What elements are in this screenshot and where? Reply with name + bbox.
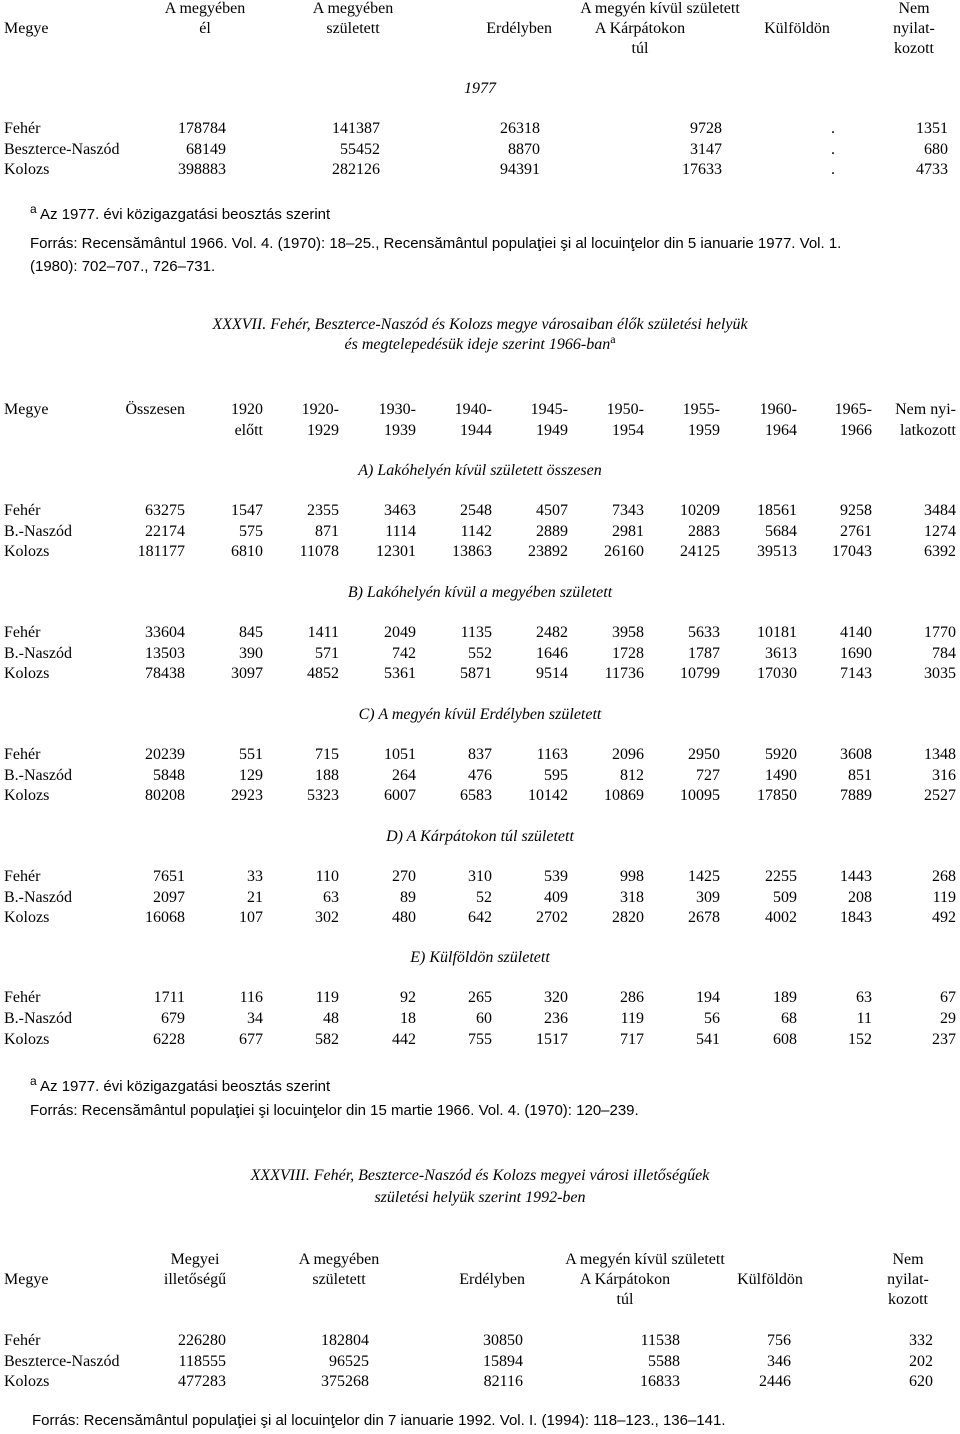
table-cell: 10869	[604, 787, 644, 804]
col-header-period: Nem nyi-	[895, 401, 956, 418]
table-cell: 2678	[688, 909, 720, 926]
table-cell: 2355	[307, 502, 339, 519]
section-title: A) Lakóhelyén kívül született összesen	[358, 462, 602, 479]
table-cell: 10181	[757, 624, 797, 641]
table-cell: 48	[323, 1010, 339, 1027]
table-cell: 2255	[765, 868, 797, 885]
col-header-period: 1945-	[530, 401, 568, 418]
table-cell: 2527	[924, 787, 956, 804]
table-cell: 3147	[690, 141, 722, 158]
table-cell: 756	[767, 1332, 791, 1349]
table-cell: 94391	[500, 161, 540, 178]
table-cell: 16068	[145, 909, 185, 926]
col-header-period: 1955-	[682, 401, 720, 418]
table-cell: 107	[239, 909, 263, 926]
table-cell: 9258	[840, 502, 872, 519]
table-cell: 7143	[840, 665, 872, 682]
footnote: $^a$ Az 1977. évi közigazgatási beosztás szerint	[30, 202, 331, 223]
table-cell: 18561	[757, 502, 797, 519]
section-title: B) Lakóhelyén kívül a megyében született	[347, 584, 613, 601]
col-header-karpatokon-tul: A Kárpátokon	[579, 1271, 671, 1288]
table-cell: 118555	[178, 1353, 226, 1370]
table-cell: 2049	[384, 624, 416, 641]
table-cell: 236	[544, 1010, 568, 1027]
table-cell: 4002	[765, 909, 797, 926]
table-cell: 82116	[483, 1373, 523, 1390]
table-cell: 784	[932, 645, 956, 662]
table-cell: 20239	[145, 746, 185, 763]
table-cell: 10142	[528, 787, 568, 804]
table-cell: 2548	[460, 502, 492, 519]
table-cell: 60	[476, 1010, 492, 1027]
table-cell: 23892	[528, 543, 568, 560]
table-cell: 68	[781, 1010, 797, 1027]
table-cell: 409	[544, 889, 568, 906]
table-cell: 6392	[924, 543, 956, 560]
table-cell: 5361	[384, 665, 416, 682]
table-cell: 26318	[500, 120, 540, 137]
table-cell: 2883	[688, 523, 720, 540]
table-cell: 7651	[153, 868, 185, 885]
table-cell: 5633	[688, 624, 720, 641]
table-cell: 3035	[924, 665, 956, 682]
col-header-period: 1930-	[378, 401, 416, 418]
table-cell: 178784	[178, 120, 226, 137]
col-header-nem-nyilatkozott-2: nyilat-	[887, 1271, 929, 1288]
table-cell: 119	[315, 989, 339, 1006]
col-header-illetoseg-2: illetőségű	[163, 1271, 227, 1288]
table-cell: 1646	[536, 645, 568, 662]
table-cell: 181177	[137, 543, 185, 560]
table-cell: 2482	[536, 624, 568, 641]
table-title-line-1: XXXVIII. Fehér, Beszterce-Naszód és Kolozs megyei városi illetőségűek	[250, 1167, 710, 1184]
col-header-period-2: 1949	[536, 422, 568, 439]
col-header-kulfoldon: Külföldön	[737, 1271, 803, 1288]
table-cell: 1411	[307, 624, 339, 641]
table-cell: 1425	[688, 868, 720, 885]
table-cell: 1443	[840, 868, 872, 885]
row-label: Beszterce-Naszód	[4, 141, 120, 158]
table-cell: 492	[932, 909, 956, 926]
table-cell: 5848	[153, 767, 185, 784]
table-cell: 10799	[680, 665, 720, 682]
table-cell: 582	[315, 1031, 339, 1048]
table-cell: 110	[315, 868, 339, 885]
table-cell: 89	[400, 889, 416, 906]
table-cell: 189	[773, 989, 797, 1006]
table-cell: 477283	[178, 1373, 226, 1390]
table-cell: 264	[392, 767, 416, 784]
table-cell: 141387	[332, 120, 380, 137]
table-cell: 17850	[757, 787, 797, 804]
table-cell: 3463	[384, 502, 416, 519]
footnote-mark: a	[30, 202, 37, 216]
table-cell: 1711	[153, 989, 185, 1006]
table-cell: 4507	[536, 502, 568, 519]
col-header-nem-nyilatkozott: Nem	[898, 0, 930, 17]
row-label: B.-Naszód	[4, 645, 72, 662]
table-cell: 1690	[840, 645, 872, 662]
table-cell: 9514	[536, 665, 568, 682]
table-cell: 17043	[832, 543, 872, 560]
table-cell: 5920	[765, 746, 797, 763]
table-cell: 375268	[321, 1373, 369, 1390]
table-cell: 608	[773, 1031, 797, 1048]
table-cell: 56	[704, 1010, 720, 1027]
table-cell: 2446	[759, 1373, 791, 1390]
table-cell: 15894	[483, 1353, 523, 1370]
table-cell: 286	[620, 989, 644, 1006]
table-cell: 320	[544, 989, 568, 1006]
table-cell: 96525	[329, 1353, 369, 1370]
table-cell: 3613	[765, 645, 797, 662]
table-cell: 677	[239, 1031, 263, 1048]
table-cell: 551	[239, 746, 263, 763]
row-label: Kolozs	[4, 543, 50, 560]
row-label: B.-Naszód	[4, 767, 72, 784]
table-cell: 6810	[231, 543, 263, 560]
row-label: Kolozs	[4, 161, 50, 178]
table-cell: 202	[909, 1353, 933, 1370]
table-cell: 742	[392, 645, 416, 662]
source-line: Forrás: Recensământul populaţiei şi locuinţelor din 15 martie 1966. Vol. 4. (1970): 120–239.	[30, 1102, 639, 1119]
col-header-period-2: 1929	[307, 422, 339, 439]
table-cell: 476	[468, 767, 492, 784]
col-header-erdelyben: Erdélyben	[459, 1271, 525, 1288]
col-header-period-2: 1939	[384, 422, 416, 439]
table-cell: 318	[620, 889, 644, 906]
table-cell: 595	[544, 767, 568, 784]
table-cell: 226280	[178, 1332, 226, 1349]
table-cell: 22174	[145, 523, 185, 540]
row-label: Kolozs	[4, 1031, 50, 1048]
col-header-osszesen: Összesen	[125, 401, 185, 418]
col-header-nem-nyilatkozott-3: kozott	[888, 1291, 928, 1308]
table-cell: 282126	[332, 161, 380, 178]
table-cell: 152	[848, 1031, 872, 1048]
col-header-period: 1940-	[454, 401, 492, 418]
table-cell: 1142	[460, 523, 492, 540]
table-cell: 270	[392, 868, 416, 885]
table-cell: 552	[468, 645, 492, 662]
table-cell: 39513	[757, 543, 797, 560]
row-label: B.-Naszód	[4, 523, 72, 540]
table-cell: 998	[620, 868, 644, 885]
table-cell: .	[831, 141, 835, 158]
table-cell: 8870	[508, 141, 540, 158]
table-cell: 119	[932, 889, 956, 906]
table-cell: 52	[476, 889, 492, 906]
row-label: Kolozs	[4, 787, 50, 804]
table-cell: 717	[620, 1031, 644, 1048]
col-header-megye: Megye	[4, 20, 49, 37]
section-title: D) A Kárpátokon túl született	[386, 828, 574, 845]
table-cell: 346	[767, 1353, 791, 1370]
table-cell: 17633	[682, 161, 722, 178]
col-header-nem-nyilatkozott-3: kozott	[894, 40, 934, 57]
col-header-period-2: 1966	[840, 422, 872, 439]
table-cell: 2950	[688, 746, 720, 763]
title-footnote-mark: a	[610, 332, 616, 346]
col-header-period-2: 1954	[612, 422, 644, 439]
table-cell: 442	[392, 1031, 416, 1048]
table-cell: 63275	[145, 502, 185, 519]
table-cell: 1787	[688, 645, 720, 662]
table-cell: 390	[239, 645, 263, 662]
row-label: Kolozs	[4, 909, 50, 926]
section-title: C) A megyén kívül Erdélyben született	[358, 706, 602, 723]
table-cell: 33	[247, 868, 263, 885]
table-cell: 1517	[536, 1031, 568, 1048]
table-cell: 871	[315, 523, 339, 540]
table-cell: 7889	[840, 787, 872, 804]
col-header-megyeben-el-2: él	[199, 20, 211, 37]
row-label: Fehér	[4, 868, 41, 885]
source-line-1: Forrás: Recensământul 1966. Vol. 4. (1970): 18–25., Recensământul populaţiei şi al locuinţelor din 5 ianuarie 1977. Vol. 1.	[30, 235, 842, 252]
table-cell: 1728	[612, 645, 644, 662]
table-cell: 67	[940, 989, 956, 1006]
table-cell: 3097	[231, 665, 263, 682]
table-cell: 80208	[145, 787, 185, 804]
col-header-nem-nyilatkozott: Nem	[892, 1251, 924, 1268]
table-cell: 302	[315, 909, 339, 926]
table-cell: 845	[239, 624, 263, 641]
col-header-period: 1950-	[606, 401, 644, 418]
col-header-megyeben-el: A megyében	[164, 0, 246, 17]
col-header-period-2: 1944	[460, 422, 492, 439]
table-cell: 2096	[612, 746, 644, 763]
table-cell: 1490	[765, 767, 797, 784]
table-cell: 265	[468, 989, 492, 1006]
table-cell: 10209	[680, 502, 720, 519]
table-title-line-2: születési helyük szerint 1992-ben	[374, 1189, 586, 1206]
table-cell: 12301	[376, 543, 416, 560]
table-cell: 5684	[765, 523, 797, 540]
table-cell: 188	[315, 767, 339, 784]
table-cell: 16833	[640, 1373, 680, 1390]
col-header-period-2: 1964	[765, 422, 797, 439]
table-title-line-1: XXXVII. Fehér, Beszterce-Naszód és Kolozs megye városaiban élők születési helyük	[212, 316, 748, 333]
col-header-period-2: latkozott	[900, 422, 956, 439]
source-line-2: (1980): 702–707., 726–731.	[30, 258, 216, 275]
table-cell: 812	[620, 767, 644, 784]
table-cell: 2923	[231, 787, 263, 804]
source-line: Forrás: Recensământul populaţiei şi al locuinţelor din 7 ianuarie 1992. Vol. I. (1994): 118–123., 136–141.	[32, 1412, 726, 1429]
table-cell: 34	[247, 1010, 263, 1027]
col-header-period-2: előtt	[234, 422, 263, 439]
table-cell: .	[831, 120, 835, 137]
table-cell: 5323	[307, 787, 339, 804]
table-cell: 316	[932, 767, 956, 784]
table-cell: 3484	[924, 502, 956, 519]
table-cell: .	[831, 161, 835, 178]
table-cell: 1770	[924, 624, 956, 641]
table-cell: 7343	[612, 502, 644, 519]
table-cell: 63	[856, 989, 872, 1006]
table-cell: 10095	[680, 787, 720, 804]
col-header-megyeben-szuletett: A megyében	[312, 0, 394, 17]
table-cell: 11538	[640, 1332, 680, 1349]
table-cell: 539	[544, 868, 568, 885]
table-cell: 30850	[483, 1332, 523, 1349]
year-label: 1977	[464, 80, 496, 97]
table-cell: 119	[620, 1010, 644, 1027]
table-cell: 1163	[536, 746, 568, 763]
footnote: $^a$ Az 1977. évi közigazgatási beosztás szerint	[30, 1074, 331, 1095]
row-label: Kolozs	[4, 1373, 50, 1390]
table-cell: 68149	[186, 141, 226, 158]
table-cell: 398883	[178, 161, 226, 178]
table-cell: 837	[468, 746, 492, 763]
table-cell: 3608	[840, 746, 872, 763]
table-cell: 26160	[604, 543, 644, 560]
table-cell: 6007	[384, 787, 416, 804]
col-header-illetoseg: Megyei	[170, 1251, 220, 1268]
col-header-period: 1920-	[301, 401, 339, 418]
table-cell: 182804	[321, 1332, 369, 1349]
table-cell: 268	[932, 868, 956, 885]
col-header-nem-nyilatkozott-2: nyilat-	[893, 20, 935, 37]
col-group-header-megyen-kivul: A megyén kívül született	[580, 0, 740, 17]
table-cell: 755	[468, 1031, 492, 1048]
table-cell: 208	[848, 889, 872, 906]
table-cell: 2761	[840, 523, 872, 540]
table-cell: 18	[400, 1010, 416, 1027]
table-cell: 1348	[924, 746, 956, 763]
table-cell: 24125	[680, 543, 720, 560]
table-cell: 13503	[145, 645, 185, 662]
table-cell: 1051	[384, 746, 416, 763]
table-cell: 116	[239, 989, 263, 1006]
table-cell: 679	[161, 1010, 185, 1027]
table-cell: 620	[909, 1373, 933, 1390]
table-cell: 727	[696, 767, 720, 784]
table-cell: 6583	[460, 787, 492, 804]
table-cell: 21	[247, 889, 263, 906]
table-title-line-2: és megtelepedésük ideje szerint 1966-ban$^a$	[344, 332, 616, 353]
col-header-period: 1920	[231, 401, 263, 418]
table-cell: 9728	[690, 120, 722, 137]
table-cell: 2097	[153, 889, 185, 906]
table-cell: 6228	[153, 1031, 185, 1048]
col-header-megyeben-szuletett-2: született	[312, 1271, 366, 1288]
col-header-karpatokon-tul-2: túl	[631, 40, 649, 57]
col-header-megye: Megye	[4, 401, 49, 418]
row-label: Fehér	[4, 1332, 41, 1349]
row-label: Kolozs	[4, 665, 50, 682]
col-group-header-megyen-kivul: A megyén kívül született	[565, 1251, 725, 1268]
table-cell: 55452	[340, 141, 380, 158]
col-header-karpatokon-tul: A Kárpátokon	[594, 20, 686, 37]
table-cell: 2889	[536, 523, 568, 540]
table-cell: 1351	[916, 120, 948, 137]
table-cell: 11736	[604, 665, 644, 682]
table-cell: 5871	[460, 665, 492, 682]
row-label: Fehér	[4, 502, 41, 519]
table-cell: 129	[239, 767, 263, 784]
table-cell: 1843	[840, 909, 872, 926]
table-cell: 4733	[916, 161, 948, 178]
row-label: Fehér	[4, 746, 41, 763]
table-cell: 5588	[648, 1353, 680, 1370]
table-cell: 33604	[145, 624, 185, 641]
table-cell: 2820	[612, 909, 644, 926]
table-cell: 3958	[612, 624, 644, 641]
col-header-megyeben-szuletett-2: született	[326, 20, 380, 37]
table-cell: 851	[848, 767, 872, 784]
table-cell: 29	[940, 1010, 956, 1027]
table-cell: 309	[696, 889, 720, 906]
table-cell: 237	[932, 1031, 956, 1048]
table-cell: 63	[323, 889, 339, 906]
table-cell: 2702	[536, 909, 568, 926]
row-label: Beszterce-Naszód	[4, 1353, 120, 1370]
row-label: B.-Naszód	[4, 889, 72, 906]
table-cell: 571	[315, 645, 339, 662]
col-header-megye: Megye	[4, 1271, 49, 1288]
table-cell: 1547	[231, 502, 263, 519]
table-cell: 575	[239, 523, 263, 540]
col-header-megyeben-szuletett: A megyében	[298, 1251, 380, 1268]
col-header-kulfoldon: Külföldön	[764, 20, 830, 37]
table-cell: 17030	[757, 665, 797, 682]
col-header-period: 1965-	[834, 401, 872, 418]
table-cell: 11	[856, 1010, 872, 1027]
table-cell: 1135	[460, 624, 492, 641]
col-header-erdelyben: Erdélyben	[486, 20, 552, 37]
table-cell: 4852	[307, 665, 339, 682]
table-cell: 1114	[385, 523, 416, 540]
table-cell: 509	[773, 889, 797, 906]
table-cell: 92	[400, 989, 416, 1006]
table-cell: 11078	[299, 543, 339, 560]
table-cell: 2981	[612, 523, 644, 540]
table-cell: 78438	[145, 665, 185, 682]
col-header-period-2: 1959	[688, 422, 720, 439]
row-label: B.-Naszód	[4, 1010, 72, 1027]
col-header-karpatokon-tul-2: túl	[616, 1291, 634, 1308]
section-title: E) Külföldön született	[410, 949, 550, 966]
row-label: Fehér	[4, 624, 41, 641]
table-cell: 715	[315, 746, 339, 763]
table-cell: 480	[392, 909, 416, 926]
table-cell: 310	[468, 868, 492, 885]
table-cell: 642	[468, 909, 492, 926]
table-cell: 1274	[924, 523, 956, 540]
row-label: Fehér	[4, 120, 41, 137]
row-label: Fehér	[4, 989, 41, 1006]
table-cell: 541	[696, 1031, 720, 1048]
table-cell: 13863	[452, 543, 492, 560]
col-header-period: 1960-	[759, 401, 797, 418]
table-cell: 4140	[840, 624, 872, 641]
footnote-mark: a	[30, 1074, 37, 1088]
table-cell: 332	[909, 1332, 933, 1349]
table-cell: 194	[696, 989, 720, 1006]
table-cell: 680	[924, 141, 948, 158]
